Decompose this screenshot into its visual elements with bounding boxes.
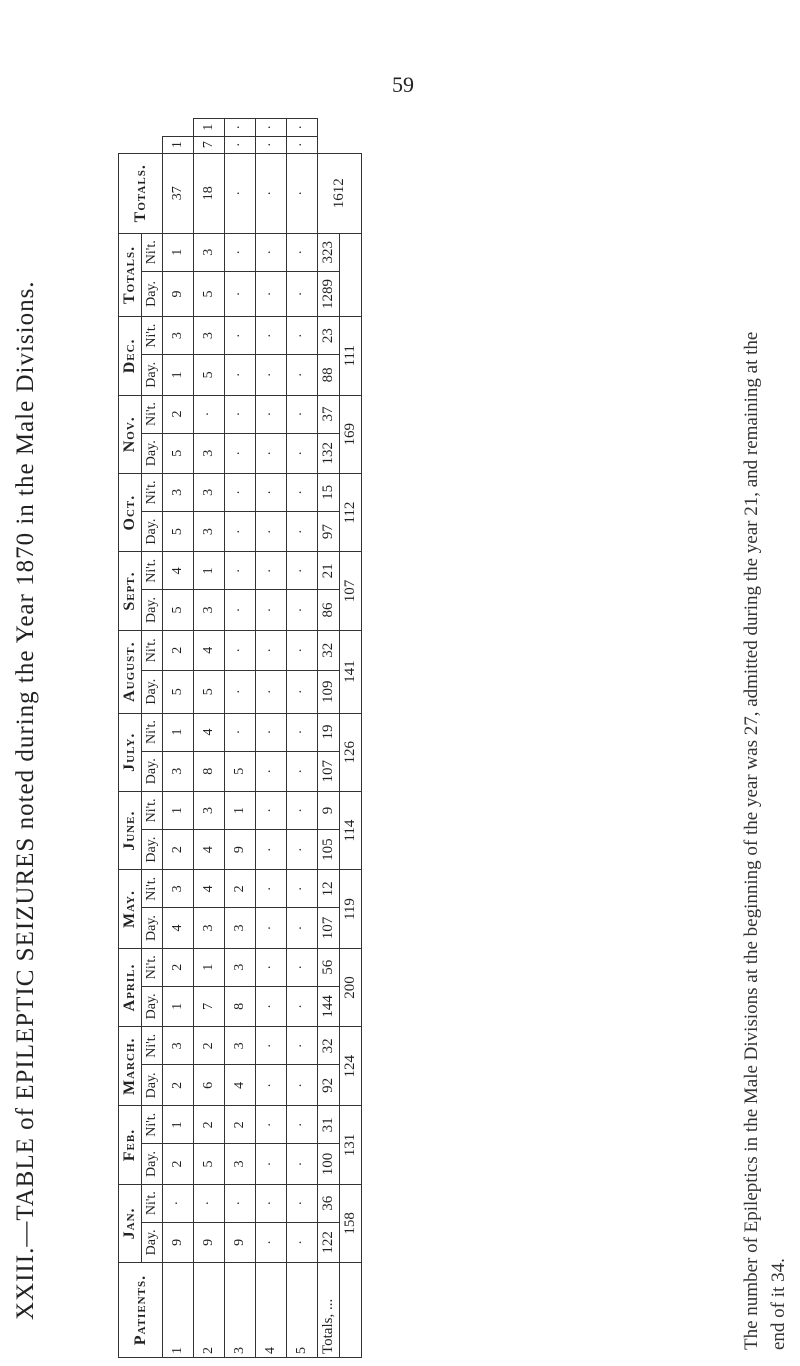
seizure-count: 3 bbox=[194, 233, 225, 271]
day-header: Day. bbox=[142, 590, 163, 630]
seizure-count: 3 bbox=[163, 317, 194, 355]
seizure-count: 2 bbox=[194, 1027, 225, 1065]
patient-number: 1 bbox=[163, 1263, 194, 1358]
seizure-count: 37 bbox=[163, 153, 194, 233]
night-header: Ni't. bbox=[142, 317, 163, 355]
totals-row bbox=[318, 119, 340, 1358]
total-cell: 56 bbox=[318, 948, 340, 986]
total-cell: 19 bbox=[318, 713, 340, 751]
night-header: Ni't. bbox=[142, 233, 163, 271]
seizure-count: · bbox=[287, 829, 318, 869]
totals-header: Totals. bbox=[119, 233, 142, 316]
seizure-count: · bbox=[256, 986, 287, 1026]
seizure-count: 4 bbox=[194, 630, 225, 670]
seizure-count: · bbox=[287, 713, 318, 751]
total-cell: 107 bbox=[318, 751, 340, 791]
seizure-count: 8 bbox=[225, 986, 256, 1026]
seizure-count: · bbox=[256, 395, 287, 433]
total-cell: 21 bbox=[318, 552, 340, 590]
day-header: Day. bbox=[142, 986, 163, 1026]
seizure-count: · bbox=[256, 1065, 287, 1106]
month-june: June. bbox=[119, 791, 142, 869]
seizure-count: · bbox=[287, 473, 318, 511]
total-cell: 105 bbox=[318, 829, 340, 869]
blank-cell bbox=[340, 233, 362, 316]
month-header-row bbox=[119, 119, 142, 1358]
seizure-count: 5 bbox=[194, 355, 225, 395]
seizure-count: 3 bbox=[163, 473, 194, 511]
seizure-count: 3 bbox=[225, 1144, 256, 1184]
seizure-count: 3 bbox=[225, 908, 256, 948]
month-total: 119 bbox=[340, 870, 362, 948]
total-cell: 86 bbox=[318, 590, 340, 630]
seizure-count: 9 bbox=[194, 1222, 225, 1262]
seizure-count: 3 bbox=[194, 317, 225, 355]
seizure-count: · bbox=[225, 630, 256, 670]
total-cell: 37 bbox=[318, 395, 340, 433]
seizure-count: · bbox=[287, 870, 318, 908]
table-title: XXIII.—TABLE of EPILEPTIC SEIZURES noted during the Year 1870 in the Male Divisions. bbox=[12, 280, 39, 1320]
night-header: Ni't. bbox=[142, 552, 163, 590]
table-row bbox=[256, 119, 287, 1358]
seizure-count: 1 bbox=[163, 233, 194, 271]
month-total: 169 bbox=[340, 395, 362, 473]
seizure-count: · bbox=[256, 948, 287, 986]
seizure-count: · bbox=[287, 1027, 318, 1065]
seizure-count: 5 bbox=[225, 751, 256, 791]
seizure-count: 9 bbox=[163, 1222, 194, 1262]
seizure-count: 1 bbox=[163, 355, 194, 395]
seizure-count: 3 bbox=[163, 1027, 194, 1065]
seizure-count: · bbox=[256, 1106, 287, 1144]
total-cell: 92 bbox=[318, 1065, 340, 1106]
night-header: Ni't. bbox=[142, 1027, 163, 1065]
total-cell: 323 bbox=[318, 233, 340, 271]
seizure-count: 3 bbox=[194, 590, 225, 630]
month-nov: Nov. bbox=[119, 395, 142, 473]
footnote bbox=[738, 10, 792, 1350]
total-cell: 88 bbox=[318, 355, 340, 395]
seizure-count: · bbox=[256, 590, 287, 630]
seizure-count: 1 bbox=[163, 791, 194, 829]
seizure-count: · bbox=[287, 395, 318, 433]
month-total: 131 bbox=[340, 1106, 362, 1184]
blank-cell bbox=[340, 1263, 362, 1358]
seizure-count: 3 bbox=[225, 1027, 256, 1065]
month-total: 124 bbox=[340, 1027, 362, 1106]
seizure-count: 8 bbox=[194, 751, 225, 791]
month-feb: Feb. bbox=[119, 1106, 142, 1184]
seizure-count: 9 bbox=[163, 271, 194, 316]
seizure-count: · bbox=[225, 511, 256, 551]
month-march: March. bbox=[119, 1027, 142, 1106]
seizure-count: 1 bbox=[163, 713, 194, 751]
seizure-count: 4 bbox=[163, 552, 194, 590]
seizure-count: · bbox=[287, 433, 318, 473]
night-header: Ni't. bbox=[142, 1106, 163, 1144]
seizure-count: · bbox=[287, 136, 318, 153]
day-header: Day. bbox=[142, 829, 163, 869]
footnote-line-1: The number of Epileptics in the Male Divisions at the beginning of the year was 27, admitted during the year 21, and remaining at the bbox=[741, 331, 762, 1350]
seizure-count: · bbox=[256, 870, 287, 908]
seizure-count: 1 bbox=[194, 552, 225, 590]
month-dec: Dec. bbox=[119, 317, 142, 395]
month-jan: Jan. bbox=[119, 1184, 142, 1262]
seizure-count: · bbox=[287, 948, 318, 986]
seizure-count: · bbox=[287, 986, 318, 1026]
seizure-count: 5 bbox=[163, 670, 194, 713]
seizure-count: 2 bbox=[163, 630, 194, 670]
seizure-count: 7 bbox=[194, 136, 225, 153]
month-april: April. bbox=[119, 948, 142, 1026]
seizure-count: 6 bbox=[194, 1065, 225, 1106]
seizure-count: · bbox=[194, 1184, 225, 1222]
month-sept: Sept. bbox=[119, 552, 142, 630]
seizure-count: · bbox=[225, 670, 256, 713]
seizure-count: 4 bbox=[194, 713, 225, 751]
seizure-count: · bbox=[256, 233, 287, 271]
seizure-count: · bbox=[225, 119, 256, 137]
table-row bbox=[225, 119, 256, 1358]
seizure-count: 2 bbox=[225, 1106, 256, 1144]
seizure-count: 4 bbox=[194, 870, 225, 908]
seizure-count: · bbox=[287, 511, 318, 551]
table-row bbox=[287, 119, 318, 1358]
total-cell: 122 bbox=[318, 1222, 340, 1262]
seizure-count: 5 bbox=[194, 1144, 225, 1184]
month-total: 158 bbox=[340, 1184, 362, 1262]
seizure-count: · bbox=[225, 590, 256, 630]
seizure-count: · bbox=[287, 630, 318, 670]
seizure-count: · bbox=[256, 751, 287, 791]
seizure-count: 2 bbox=[163, 395, 194, 433]
seizure-count: 5 bbox=[194, 670, 225, 713]
total-cell: 32 bbox=[318, 630, 340, 670]
night-header: Ni't. bbox=[142, 1184, 163, 1222]
seizure-count: · bbox=[256, 136, 287, 153]
seizure-count: 4 bbox=[194, 829, 225, 869]
seizure-count: · bbox=[256, 908, 287, 948]
month-total: 200 bbox=[340, 948, 362, 1026]
seizure-count: · bbox=[287, 791, 318, 829]
seizure-count: · bbox=[256, 153, 287, 233]
seizure-count: · bbox=[287, 590, 318, 630]
seizure-count: · bbox=[287, 670, 318, 713]
total-cell: 107 bbox=[318, 908, 340, 948]
seizure-count: · bbox=[287, 908, 318, 948]
seizure-count: · bbox=[225, 153, 256, 233]
seizure-count: 5 bbox=[163, 433, 194, 473]
seizure-count: · bbox=[287, 119, 318, 137]
night-header: Ni't. bbox=[142, 870, 163, 908]
patient-number: 2 bbox=[194, 1263, 225, 1358]
seizure-count: · bbox=[256, 511, 287, 551]
seizure-count: 4 bbox=[225, 1065, 256, 1106]
total-cell: 1289 bbox=[318, 271, 340, 316]
seizure-count: 1 bbox=[194, 948, 225, 986]
seizure-count: · bbox=[225, 317, 256, 355]
total-cell: 36 bbox=[318, 1184, 340, 1222]
seizure-count: 1 bbox=[163, 1106, 194, 1144]
day-header: Day. bbox=[142, 1065, 163, 1106]
seizure-count: 9 bbox=[225, 1222, 256, 1262]
seizure-count: · bbox=[256, 1222, 287, 1262]
night-header: Ni't. bbox=[142, 713, 163, 751]
seizure-count: · bbox=[225, 433, 256, 473]
month-total: 107 bbox=[340, 552, 362, 630]
seizure-count: · bbox=[256, 1027, 287, 1065]
patient-rows bbox=[163, 119, 318, 1358]
seizure-count: 3 bbox=[194, 433, 225, 473]
seizure-count: 2 bbox=[163, 829, 194, 869]
total-cell: 144 bbox=[318, 986, 340, 1026]
page-number: 59 bbox=[392, 72, 414, 97]
seizure-count: · bbox=[256, 355, 287, 395]
seizure-count: · bbox=[287, 1222, 318, 1262]
grand-totals-header: Totals. bbox=[119, 153, 163, 233]
seizure-count: · bbox=[225, 395, 256, 433]
totals-section bbox=[318, 119, 362, 1358]
seizure-count: · bbox=[225, 552, 256, 590]
night-header: Ni't. bbox=[142, 473, 163, 511]
seizure-count: 1 bbox=[163, 136, 194, 153]
night-header: Ni't. bbox=[142, 791, 163, 829]
month-totals-row bbox=[340, 119, 362, 1358]
night-header: Ni't. bbox=[142, 395, 163, 433]
seizure-count: 3 bbox=[225, 948, 256, 986]
seizure-count: 4 bbox=[163, 908, 194, 948]
total-cell: 32 bbox=[318, 1027, 340, 1065]
day-header: Day. bbox=[142, 1222, 163, 1262]
seizure-count: · bbox=[225, 1184, 256, 1222]
month-august: August. bbox=[119, 630, 142, 713]
night-header: Ni't. bbox=[142, 630, 163, 670]
seizure-count: · bbox=[256, 317, 287, 355]
month-may: May. bbox=[119, 870, 142, 948]
day-header: Day. bbox=[142, 670, 163, 713]
footnote-line-2: end of it 34. bbox=[768, 1258, 789, 1350]
seizure-count: · bbox=[256, 552, 287, 590]
seizure-count: 5 bbox=[163, 590, 194, 630]
seizure-count: · bbox=[287, 1106, 318, 1144]
night-header: Ni't. bbox=[142, 948, 163, 986]
seizure-count: · bbox=[225, 713, 256, 751]
seizure-count: 18 bbox=[194, 153, 225, 233]
seizure-count: · bbox=[225, 473, 256, 511]
day-header: Day. bbox=[142, 511, 163, 551]
seizure-count: 3 bbox=[194, 473, 225, 511]
seizure-count: · bbox=[287, 1144, 318, 1184]
seizure-count: 2 bbox=[194, 1106, 225, 1144]
seizure-count: 1 bbox=[194, 119, 225, 137]
patient-number: 5 bbox=[287, 1263, 318, 1358]
seizure-count: 1 bbox=[225, 791, 256, 829]
seizure-count: · bbox=[256, 1184, 287, 1222]
seizure-count: · bbox=[256, 829, 287, 869]
seizure-count: · bbox=[287, 153, 318, 233]
seizure-count: 2 bbox=[163, 1144, 194, 1184]
day-header: Day. bbox=[142, 433, 163, 473]
total-cell: 9 bbox=[318, 791, 340, 829]
total-cell: 100 bbox=[318, 1144, 340, 1184]
seizure-count: 3 bbox=[194, 908, 225, 948]
seizure-table bbox=[118, 118, 362, 1358]
seizure-count: · bbox=[287, 233, 318, 271]
day-header: Day. bbox=[142, 751, 163, 791]
total-cell: 97 bbox=[318, 511, 340, 551]
seizure-count: · bbox=[256, 713, 287, 751]
month-total: 126 bbox=[340, 713, 362, 791]
total-cell: 15 bbox=[318, 473, 340, 511]
table-row bbox=[194, 119, 225, 1358]
seizure-count: 2 bbox=[163, 1065, 194, 1106]
seizure-count: · bbox=[287, 271, 318, 316]
seizure-count: 1 bbox=[163, 986, 194, 1026]
day-header: Day. bbox=[142, 908, 163, 948]
total-cell: 109 bbox=[318, 670, 340, 713]
month-oct: Oct. bbox=[119, 473, 142, 551]
seizure-count: · bbox=[256, 1144, 287, 1184]
month-july: July. bbox=[119, 713, 142, 791]
seizure-count: · bbox=[287, 1184, 318, 1222]
seizure-count: · bbox=[256, 119, 287, 137]
month-total: 111 bbox=[340, 317, 362, 395]
seizure-count: · bbox=[287, 552, 318, 590]
table-row bbox=[163, 119, 194, 1358]
seizure-count: 3 bbox=[194, 791, 225, 829]
seizure-count: · bbox=[225, 355, 256, 395]
total-cell: 132 bbox=[318, 433, 340, 473]
seizure-count: · bbox=[256, 433, 287, 473]
seizure-count: 2 bbox=[225, 870, 256, 908]
grand-total-cell: 1612 bbox=[318, 153, 362, 233]
seizure-count: 3 bbox=[163, 870, 194, 908]
seizure-count: · bbox=[287, 751, 318, 791]
seizure-count: 9 bbox=[225, 829, 256, 869]
day-header: Day. bbox=[142, 1144, 163, 1184]
month-total: 141 bbox=[340, 630, 362, 713]
day-night-header-row bbox=[142, 119, 163, 1358]
seizure-table-container bbox=[118, 118, 744, 1358]
seizure-count: · bbox=[256, 271, 287, 316]
seizure-count: · bbox=[163, 1184, 194, 1222]
seizure-count: · bbox=[256, 791, 287, 829]
seizure-count: · bbox=[287, 1065, 318, 1106]
seizure-count: · bbox=[256, 630, 287, 670]
total-cell: 12 bbox=[318, 870, 340, 908]
patients-header: Patients. bbox=[119, 1263, 163, 1358]
seizure-count: · bbox=[287, 317, 318, 355]
seizure-count: · bbox=[225, 136, 256, 153]
day-header: Day. bbox=[142, 271, 163, 316]
totals-label: Totals, ... bbox=[318, 1263, 340, 1358]
seizure-count: · bbox=[287, 355, 318, 395]
total-cell: 31 bbox=[318, 1106, 340, 1144]
seizure-count: 3 bbox=[194, 511, 225, 551]
total-cell: 23 bbox=[318, 317, 340, 355]
patient-number: 4 bbox=[256, 1263, 287, 1358]
seizure-count: · bbox=[256, 473, 287, 511]
seizure-count: · bbox=[256, 670, 287, 713]
patient-number: 3 bbox=[225, 1263, 256, 1358]
day-header: Day. bbox=[142, 355, 163, 395]
month-total: 114 bbox=[340, 791, 362, 869]
seizure-count: 7 bbox=[194, 986, 225, 1026]
seizure-count: 3 bbox=[163, 751, 194, 791]
seizure-count: · bbox=[225, 233, 256, 271]
seizure-count: 5 bbox=[163, 511, 194, 551]
seizure-count: · bbox=[225, 271, 256, 316]
month-total: 112 bbox=[340, 473, 362, 551]
seizure-count: 5 bbox=[194, 271, 225, 316]
seizure-count: · bbox=[194, 395, 225, 433]
seizure-count: 2 bbox=[163, 948, 194, 986]
